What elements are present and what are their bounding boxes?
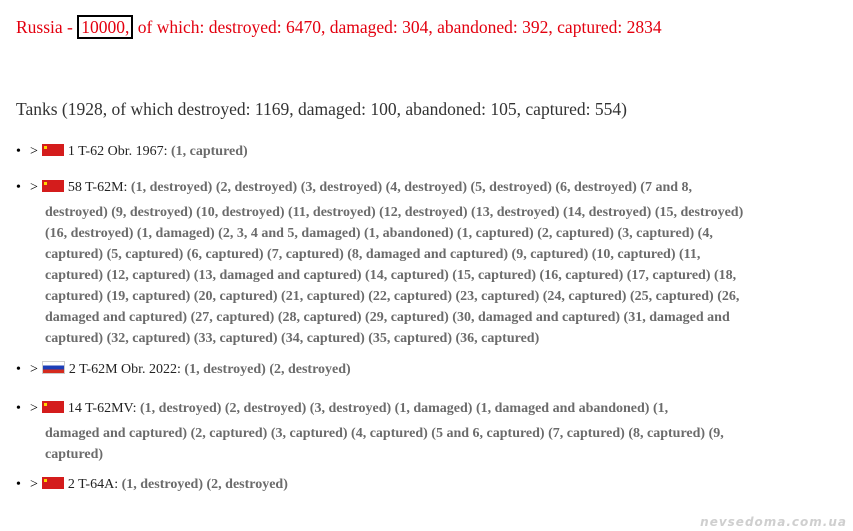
expand-arrow-icon[interactable]: > bbox=[30, 401, 38, 416]
vehicle-name: 14 T-62MV: bbox=[67, 401, 137, 416]
expand-arrow-icon[interactable]: > bbox=[30, 362, 38, 377]
site-watermark: nevsedoma.com.ua bbox=[700, 515, 847, 529]
ussr-flag-icon bbox=[42, 401, 64, 413]
bullet-icon: • bbox=[16, 477, 21, 492]
headline-suffix: of which: destroyed: 6470, damaged: 304, abandoned: 392, captured: 2834 bbox=[133, 17, 662, 37]
bullet-icon: • bbox=[16, 401, 21, 416]
vehicle-name: 58 T-62M: bbox=[67, 180, 128, 195]
ussr-flag-icon bbox=[42, 477, 64, 489]
tank-losses-list bbox=[16, 141, 756, 495]
list-item bbox=[16, 359, 756, 380]
list-item bbox=[16, 398, 756, 465]
loss-details-links[interactable]: (1, destroyed) (2, destroyed) (3, destroyed) (4, destroyed) (5, destroyed) (6, destroyed) (7 and 8, bbox=[127, 180, 693, 195]
list-item bbox=[16, 474, 756, 495]
expand-arrow-icon[interactable]: > bbox=[30, 477, 38, 492]
ussr-flag-icon bbox=[42, 180, 64, 192]
russia-flag-icon bbox=[42, 361, 65, 374]
expand-arrow-icon[interactable]: > bbox=[30, 180, 38, 195]
vehicle-name: 2 T-62M Obr. 2022: bbox=[68, 362, 181, 377]
vehicle-name: 1 T-62 Obr. 1967: bbox=[67, 144, 168, 159]
headline-prefix: Russia - bbox=[16, 17, 78, 37]
loss-details-links[interactable]: (1, destroyed) (2, destroyed) bbox=[118, 477, 288, 492]
loss-details-links[interactable]: (1, destroyed) (2, destroyed) bbox=[180, 362, 351, 377]
list-item bbox=[16, 141, 756, 162]
list-item bbox=[16, 177, 756, 349]
total-losses-highlight: 10000, bbox=[77, 15, 133, 39]
bullet-icon: • bbox=[16, 180, 21, 195]
loss-details-links-continued[interactable]: destroyed) (9, destroyed) (10, destroyed) (11, destroyed) (12, destroyed) (13, destroyed) (14, destroyed) (15, destroyed) (16, destroyed) (1, damaged) (2, 3, 4 and 5, damaged) (1, abandoned) (1, captured) (2, captured) (3, captured) (4, captured) (5, captured) (6, captured) (7, captured) (8, damaged and captured) (9, captured) (10, captured) (11, captured) (12, captured) (13, damaged and captured) (14, captured) (15, captured) (16, captured) (17, captured) (18, captured) (19, captured) (20, captured) (21, captured) (22, captured) (23, captured) (24, captured) (25, captured) (26, damaged and captured) (27, captured) (28, captured) (29, captured) (30, damaged and captured) (31, damaged and captured) (32, captured) (33, captured) (34, captured) (35, captured) (36, captured) bbox=[45, 205, 744, 346]
vehicle-name: 2 T-64A: bbox=[67, 477, 119, 492]
tanks-summary-heading: Tanks (1928, of which destroyed: 1169, damaged: 100, abandoned: 105, captured: 554) bbox=[16, 99, 627, 119]
bullet-icon: • bbox=[16, 144, 21, 159]
bullet-icon: • bbox=[16, 362, 21, 377]
loss-details-links-continued[interactable]: damaged and captured) (2, captured) (3, captured) (4, captured) (5 and 6, captured) (7, captured) (8, captured) (9, captured) bbox=[45, 426, 724, 462]
ussr-flag-icon bbox=[42, 144, 64, 156]
loss-details-links[interactable]: (1, captured) bbox=[167, 144, 248, 159]
loss-details-links[interactable]: (1, destroyed) (2, destroyed) (3, destroyed) (1, damaged) (1, damaged and abandoned) (1, bbox=[136, 401, 669, 416]
losses-headline bbox=[16, 17, 662, 38]
expand-arrow-icon[interactable]: > bbox=[30, 144, 38, 159]
